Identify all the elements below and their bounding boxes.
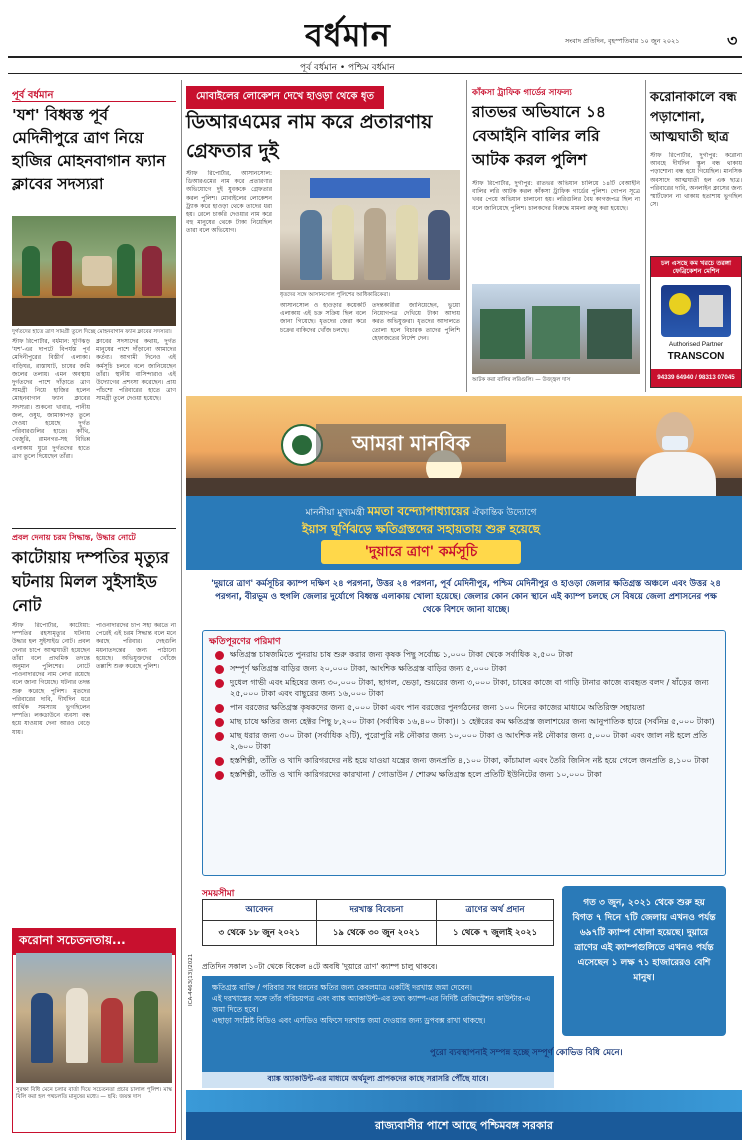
ad-campaign-box (321, 540, 521, 564)
center-body-1: স্টাফ রিপোর্টার, আসানসোল: ডিআরএমের নাম করে প্রতারণার অভিযোগে দুই যুবককে গ্রেফতার করল পুলিশ। মোবাইলের লোকেশন ট্র্যাক করে হাওড়া থেকে তাদের ধরা হয়। রেলে চাকরি দেওয়ার নাম করে বহু মানুষের থেকে টাকা নিয়েছিল তারা বলে অভিযোগ। (186, 170, 272, 235)
comp-item-text: হস্তশিল্পী, তাঁতি ও খাদি কারিগরদের নষ্ট হয়ে যাওয়া যন্ত্রের জন্য জনপ্রতি ৪,১০০ টাকা, কাঁচামাল এবং তৈরি জিনিস নষ্ট হয়ে গেলে জনপ্রতি ৪,১০০ টাকা (230, 756, 709, 765)
ad-blue-band (186, 496, 742, 570)
comp-item-text: পান বরজের ক্ষতিগ্রস্ত কৃষকদের জন্য ৫,০০০ টাকা এবং পান বরজের পুনর্গঠনের জন্য ১০০ দিনের কাজের মাধ্যমে অতিরিক্ত সহায়তা (230, 703, 645, 712)
right-ad-brand: TRANSCON (667, 351, 725, 362)
ad-covid-line: পুরো ব্যবস্থাপনাই সম্পন্ন হচ্ছে সম্পূর্ণ কোভিড বিধি মেনে। (430, 1048, 623, 1058)
comp-item-text: মাছ ধরার জন্য ৩০০ টাকা (সর্বাধিক ২টি), পুরোপুরি নষ্ট নৌকার জন্য ১০,০০০ টাকা ও আংশিক নষ্ট নৌকার জন্য ৫,০০০ টাকা এবং জাল নষ্ট হলে প্রতি ২,৬০০ টাকা (230, 731, 708, 751)
ad-side-info: গত ৩ জুন, ২০২১ থেকে শুরু হয় বিগত ৭ দিনে ৭টি জেলায় এখনও পর্যন্ত ৬৯৭টি ক্যাম্প খোলা হয়েছে। দুয়ারে ত্রাণের এই ক্যাম্পগুলিতে এখনও পর্যন্ত এসেছেন ১ লক্ষ ৭১ হাজারেরও বেশি মানুষ। (572, 898, 716, 983)
cm-line-a: মাননীয়া মুখ্যমন্ত্রী (305, 508, 365, 518)
corona-caption: সুরক্ষা বিধি মেনে চলার বার্তা দিয়ে সচেতনতা প্রচার চালাল পুলিশ। মাস্ক বিলি করা হল পথচলতি মানুষের মধ্যে। — ছবি: জয়ন্ত দাস (16, 1087, 172, 1100)
bullet-icon (215, 771, 224, 780)
masthead-title: বর্ধমান (305, 16, 391, 54)
ad-campaign: 'দুয়ারে ত্রাণ' কর্মসূচি (364, 544, 478, 560)
ad-side-info-box (562, 886, 726, 1036)
comp-item-text: দুধেল গাভী এবং মহিষের জন্য ৩০,০০০ টাকা, ছাগল, ভেড়া, শুয়রের জন্য ৩,০০০ টাকা, চাষের কাজে বা গাড়ি টানার কাজে ব্যবহৃত বলদ / ষাঁড়ের জন্য ২৫,০০০ টাকা এবং বাছুরের জন্য ১৬,০০০ টাকা (230, 678, 709, 698)
comp-item (215, 769, 720, 780)
bullet-icon (215, 704, 224, 713)
bullet-icon (215, 679, 224, 688)
right-ad-phone: 94339 64940 / 98313 07045 (651, 369, 741, 387)
center-body-2: আসানসোল ও হাওড়ার কয়েকটি এলাকায় এই চক্র সক্রিয় ছিল বলে জানা গিয়েছে। ধৃতদের জেরা করে চক্রের বাকিদের খোঁজ চলছে। (280, 302, 366, 334)
masthead-date: সংবাদ প্রতিদিন, বৃহস্পতিবার ১০ জুন ২০২১ (565, 37, 680, 45)
comp-item-text: হস্তশিল্পী, তাঁতি ও খাদি কারিগরদের কারখানা / গোডাউন / শোরুম ক্ষতিগ্রস্ত হলে প্রতিটি ইউনিটের জন্য ১০,০০০ টাকা (230, 770, 602, 779)
comp-item-text: ক্ষতিগ্রস্ত চাষজমিতে পুনরায় চাষ শুরু করার জন্য কৃষক পিছু সর্বোচ্চ ১,০০০ টাকা থেকে সর্বাধিক ২,৫০০ টাকা (230, 650, 573, 659)
right-ad-machine (661, 285, 731, 337)
left-photo (12, 216, 176, 326)
comp-item-text: মাছ চাষে ক্ষতির জন্য হেক্টর পিছু ৮,২০০ টাকা (সর্বাধিক ১৬,৪০০ টাকা)। ১ হেক্টরের কম ক্ষতিগ্রস্ত জলাশয়ের জন্য আনুপাতিক হারে (সর্বনিম্ন ৫,০০০ টাকা) (230, 717, 715, 726)
page-number: ৩ (727, 31, 738, 50)
timeline-header: দরখাস্ত বিবেচনা (316, 900, 437, 921)
cm-line-name: মমতা বন্দ্যোপাধ্যায়ের (367, 504, 470, 518)
right-ad-banner: চল এসছে কম খরচে তরঙ্গা ফেব্রিকেশন মেশিন (651, 257, 741, 277)
bullet-icon (215, 718, 224, 727)
bullet-icon (215, 732, 224, 741)
midright-photo (472, 284, 640, 374)
left-body-1: স্টাফ রিপোর্টার, বর্ধমান: ঘূর্ণিঝড় 'যশ'-এর দাপটে বিপর্যস্ত পূর্ব মেদিনীপুরের বিস্তীর্ণ এলাকা। বাড়িঘর, রাস্তাঘাট, চাষের জমি জলের তলায়। এমন অবস্থায় দুর্গতদের পাশে দাঁড়াতে ত্রাণ সামগ্রী নিয়ে হাজির হলেন মোহনবাগান ফ্যান ক্লাবের সদস্যরা। শুকনো খাবার, পানীয় জল, ওষুধ, জামাকাপড় তুলে দেওয়া হয়েছে দুর্গত পরিবারগুলির হাতে। কাঁথি, খেজুরি, রামনগর-সহ বিভিন্ন এলাকায় ঘুরে দুর্গতদের হাতে ত্রাণ তুলে দিয়েছেন তাঁরা। (12, 338, 90, 460)
ad-districts: 'দুয়ারে ত্রাণ' কর্মসূচির ক্যাম্প দক্ষিণ ২৪ পরগনা, উত্তর ২৪ পরগনা, পূর্ব মেদিনীপুর, পশ্চিম মেদিনীপুর ও হাওড়া জেলার ক্ষতিগ্রস্ত অঞ্চলে এবং উত্তর ২৪ পরগনা, বীরভূম ও হুগলি জেলার দুর্যোগে বিধ্বস্ত এলাকায় খোলা হয়েছে। জেলার কোন কোন স্থানে এই ক্যাম্প চলছে সে বিষয়ে জেলা প্রশাসনের পক্ষ থেকে বিশদে জানা যাচ্ছে। (211, 579, 721, 615)
timeline-value: ১৯ থেকে ৩০ জুন ২০২১ (316, 921, 437, 946)
left-headline: 'যশ' বিধ্বস্ত পূর্ব মেদিনীপুরে ত্রাণ নিয়ে হাজির মোহনবাগান ফ্যান ক্লাবের সদস্যরা (12, 106, 166, 193)
center-photo (280, 170, 460, 290)
ad-top-title: আমরা মানবিক (352, 431, 470, 455)
comp-item (215, 730, 720, 752)
midright-headline: রাতভর অভিযানে ১৪ বেআইনি বালির লরি আটক করল পুলিশ (472, 103, 606, 169)
ad-info-text: ক্ষতিগ্রস্ত ব্যক্তি / পরিবার সব ধরনের ক্ষতির জন্য কেবলমাত্র একটিই দরখাস্ত জমা দেবেন। এই দরখাস্তের সঙ্গে তাঁর পরিচয়পত্র এবং ব্যাঙ্ক অ্যাকাউন্ট-এর তথ্য ক্যাম্প-এর নির্দিষ্ট রেজিস্ট্রেশন কাউন্টার-এ জমা দিতে হবে। এছাড়া সংশ্লিষ্ট বিডিও এবং এসডিও অফিসে দরখাস্ত জমা দেওয়ার জন্য ড্রপবক্স রাখা থাকছে। (212, 983, 531, 1025)
center-kicker: মোবাইলের লোকেশন দেখে হাওড়া থেকে ধৃত (186, 86, 384, 109)
right-ad-partner: Authorised Partner (668, 341, 724, 348)
comp-item (215, 649, 720, 660)
left-photo-caption: দুর্গতদের হাতে ত্রাণ সামগ্রী তুলে দিচ্ছে মোহনবাগান ফ্যান ক্লাবের সদস্যরা। (12, 329, 172, 335)
masthead-subtitle: পূর্ব বর্ধমান • পশ্চিম বর্ধমান (300, 63, 395, 73)
comp-item (215, 716, 720, 727)
timeline-value: ১ থেকে ৭ জুলাই ২০২১ (437, 921, 554, 946)
ad-timeline-title: সময়সীমা (202, 889, 235, 899)
left-body-4: পাওনাদারদের চাপ সহ্য করতে না পেরেই এই চরম সিদ্ধান্ত বলে মনে করছে পরিবার। দেহগুলি ময়নাতদন্তের জন্য পাঠানো হয়েছে। অভিযুক্তদের খোঁজে তল্লাশি শুরু করেছে পুলিশ। (96, 622, 176, 671)
ad-line-2: ইয়াস ঘূর্ণিঝড়ে ক্ষতিগ্রস্তদের সহায়তায় শুরু হয়েছে (302, 522, 540, 536)
midright-kicker: কাঁকসা ট্রাফিক গার্ডের সাফল্য (472, 88, 572, 98)
ad-comp-list (215, 649, 720, 783)
ad-comp-box (202, 630, 726, 876)
ad-bank-line: ব্যাঙ্ক অ্যাকাউন্ট-এর মাধ্যমে অর্থমূল্য প্রাপকদের কাছে সরাসরি পৌঁছে যাবে। (202, 1072, 554, 1088)
ad-footer-wave (186, 1090, 742, 1112)
ad-ica-code: ICA-4463(13)/2021 (188, 953, 194, 1006)
ad-info-box (202, 976, 554, 1084)
midright-body: স্টাফ রিপোর্টার, দুর্গাপুর: রাতভর অভিযান চালিয়ে ১৪টি বেআইনি বালির লরি আটক করল কাঁকসা ট্রাফিক গার্ডের পুলিশ। গোপন সূত্রে খবর পেয়ে অভিযান চালানো হয়। লরিগুলির বৈধ কাগজপত্র ছিল না বলে জানিয়েছে পুলিশ। চালকদের বিরুদ্ধে মামলা রুজু করা হয়েছে। (472, 180, 640, 212)
cm-line-b: ঐকান্তিক উদ্যোগে (472, 508, 537, 518)
right-ad (650, 256, 742, 388)
corona-awareness-box (12, 928, 176, 1133)
timeline-value: ৩ থেকে ১৮ জুন ২০২১ (203, 921, 317, 946)
left-body-2: ক্লাবের সদস্যদের কথায়, দুর্গত মানুষের পাশে দাঁড়ানো আমাদের কর্তব্য। আগামী দিনেও এই কর্মসূচি চলবে বলে জানিয়েছেন তাঁরা। স্থানীয় বাসিন্দারাও এই উদ্যোগের প্রশংসা করেছেন। প্রায় পাঁচশো পরিবারের হাতে ত্রাণ সামগ্রী তুলে দেওয়া হয়েছে। (96, 338, 176, 403)
left-body-3: স্টাফ রিপোর্টার, কাটোয়া: দম্পতির রহস্যমৃত্যুর ঘটনায় উদ্ধার হল সুইসাইড নোট। প্রবল দেনার চাপে আত্মঘাতী হয়েছেন তাঁরা বলে প্রাথমিক তদন্তে অনুমান পুলিশের। নোটে পাওনাদারদের নাম লেখা রয়েছে বলে জানা গিয়েছে। ঘটনার তদন্ত শুরু করেছে পুলিশ। মৃতদের পরিবারের দাবি, দীর্ঘদিন ধরে আর্থিক সমস্যায় ভুগছিলেন দম্পতি। লকডাউনে ব্যবসা বন্ধ হয়ে যাওয়ায় দেনা আরও বেড়ে যায়। (12, 622, 90, 736)
timeline-header: ত্রাণের অর্থ প্রদান (437, 900, 554, 921)
left-kicker-2: প্রবল দেনায় চরম সিদ্ধান্ত, উদ্ধার নোটে (12, 533, 136, 542)
left-headline-2: কাটোয়ায় দম্পতির মৃত্যুর ঘটনায় মিলল সুইসাইড নোট (12, 548, 169, 615)
ad-comp-title: ক্ষতিপূরণের পরিমাণ (209, 637, 281, 647)
comp-item (215, 755, 720, 766)
bullet-icon (215, 665, 224, 674)
ad-top-title-box (316, 424, 506, 462)
corona-photo (16, 953, 172, 1083)
comp-item (215, 702, 720, 713)
comp-item (215, 663, 720, 674)
timeline-header: আবেদন (203, 900, 317, 921)
midright-caption: আটক করা বালির লরিগুলি। — উজ্জ্বল দাস (472, 377, 571, 383)
ad-footer: রাজ্যবাসীর পাশে আছে পশ্চিমবঙ্গ সরকার (186, 1112, 742, 1140)
center-photo-caption: ধৃতদের সঙ্গে আসানসোল পুলিশের আধিকারিকেরা। (280, 292, 390, 298)
bullet-icon (215, 651, 224, 660)
right-headline: করোনাকালে বন্ধ পড়াশোনা, আত্মঘাতী ছাত্র (650, 90, 737, 145)
comp-item (215, 677, 720, 699)
ad-timeline-table (202, 899, 554, 946)
govt-ad (186, 396, 742, 1140)
right-body: স্টাফ রিপোর্টার, দুর্গাপুর: করোনা আবহে দীর্ঘদিন স্কুল বন্ধ থাকায় পড়াশোনা বন্ধ হয়ে গিয়েছিল। মানসিক অবসাদে আত্মঘাতী হল এক ছাত্র। পরিবারের দাবি, অনলাইন ক্লাসের জন্য স্মার্টফোন না থাকায় হতাশায় ভুগছিল সে। (650, 152, 742, 209)
comp-item-text: সম্পূর্ণ ক্ষতিগ্রস্ত বাড়ির জন্য ২০,০০০ টাকা, আংশিক ক্ষতিগ্রস্ত বাড়ির জন্য ৫,০০০ টাকা (230, 664, 507, 673)
center-body-3: তদন্তকারীরা জানিয়েছেন, ভুয়ো নিয়োগপত্র দেখিয়ে টাকা আদায় করত অভিযুক্তরা। ধৃতদের আদালতে তোলা হলে বিচারক তাদের পুলিশি হেফাজতের নির্দেশ দেন। (372, 302, 460, 342)
center-headline: ডিআরএমের নাম করে প্রতারণায় গ্রেফতার দুই (186, 111, 433, 162)
bullet-icon (215, 757, 224, 766)
left-kicker: পূর্ব বর্ধমান (12, 90, 54, 101)
ad-cm-line (186, 503, 656, 523)
ad-camp-hours: প্রতিদিন সকাল ১০টা থেকে বিকেল ৪টে অবধি 'দুয়ারে ত্রাণ' ক্যাম্প চালু থাকবে। (202, 962, 438, 971)
corona-box-title: করোনা সচেতনতায়... (13, 929, 175, 955)
